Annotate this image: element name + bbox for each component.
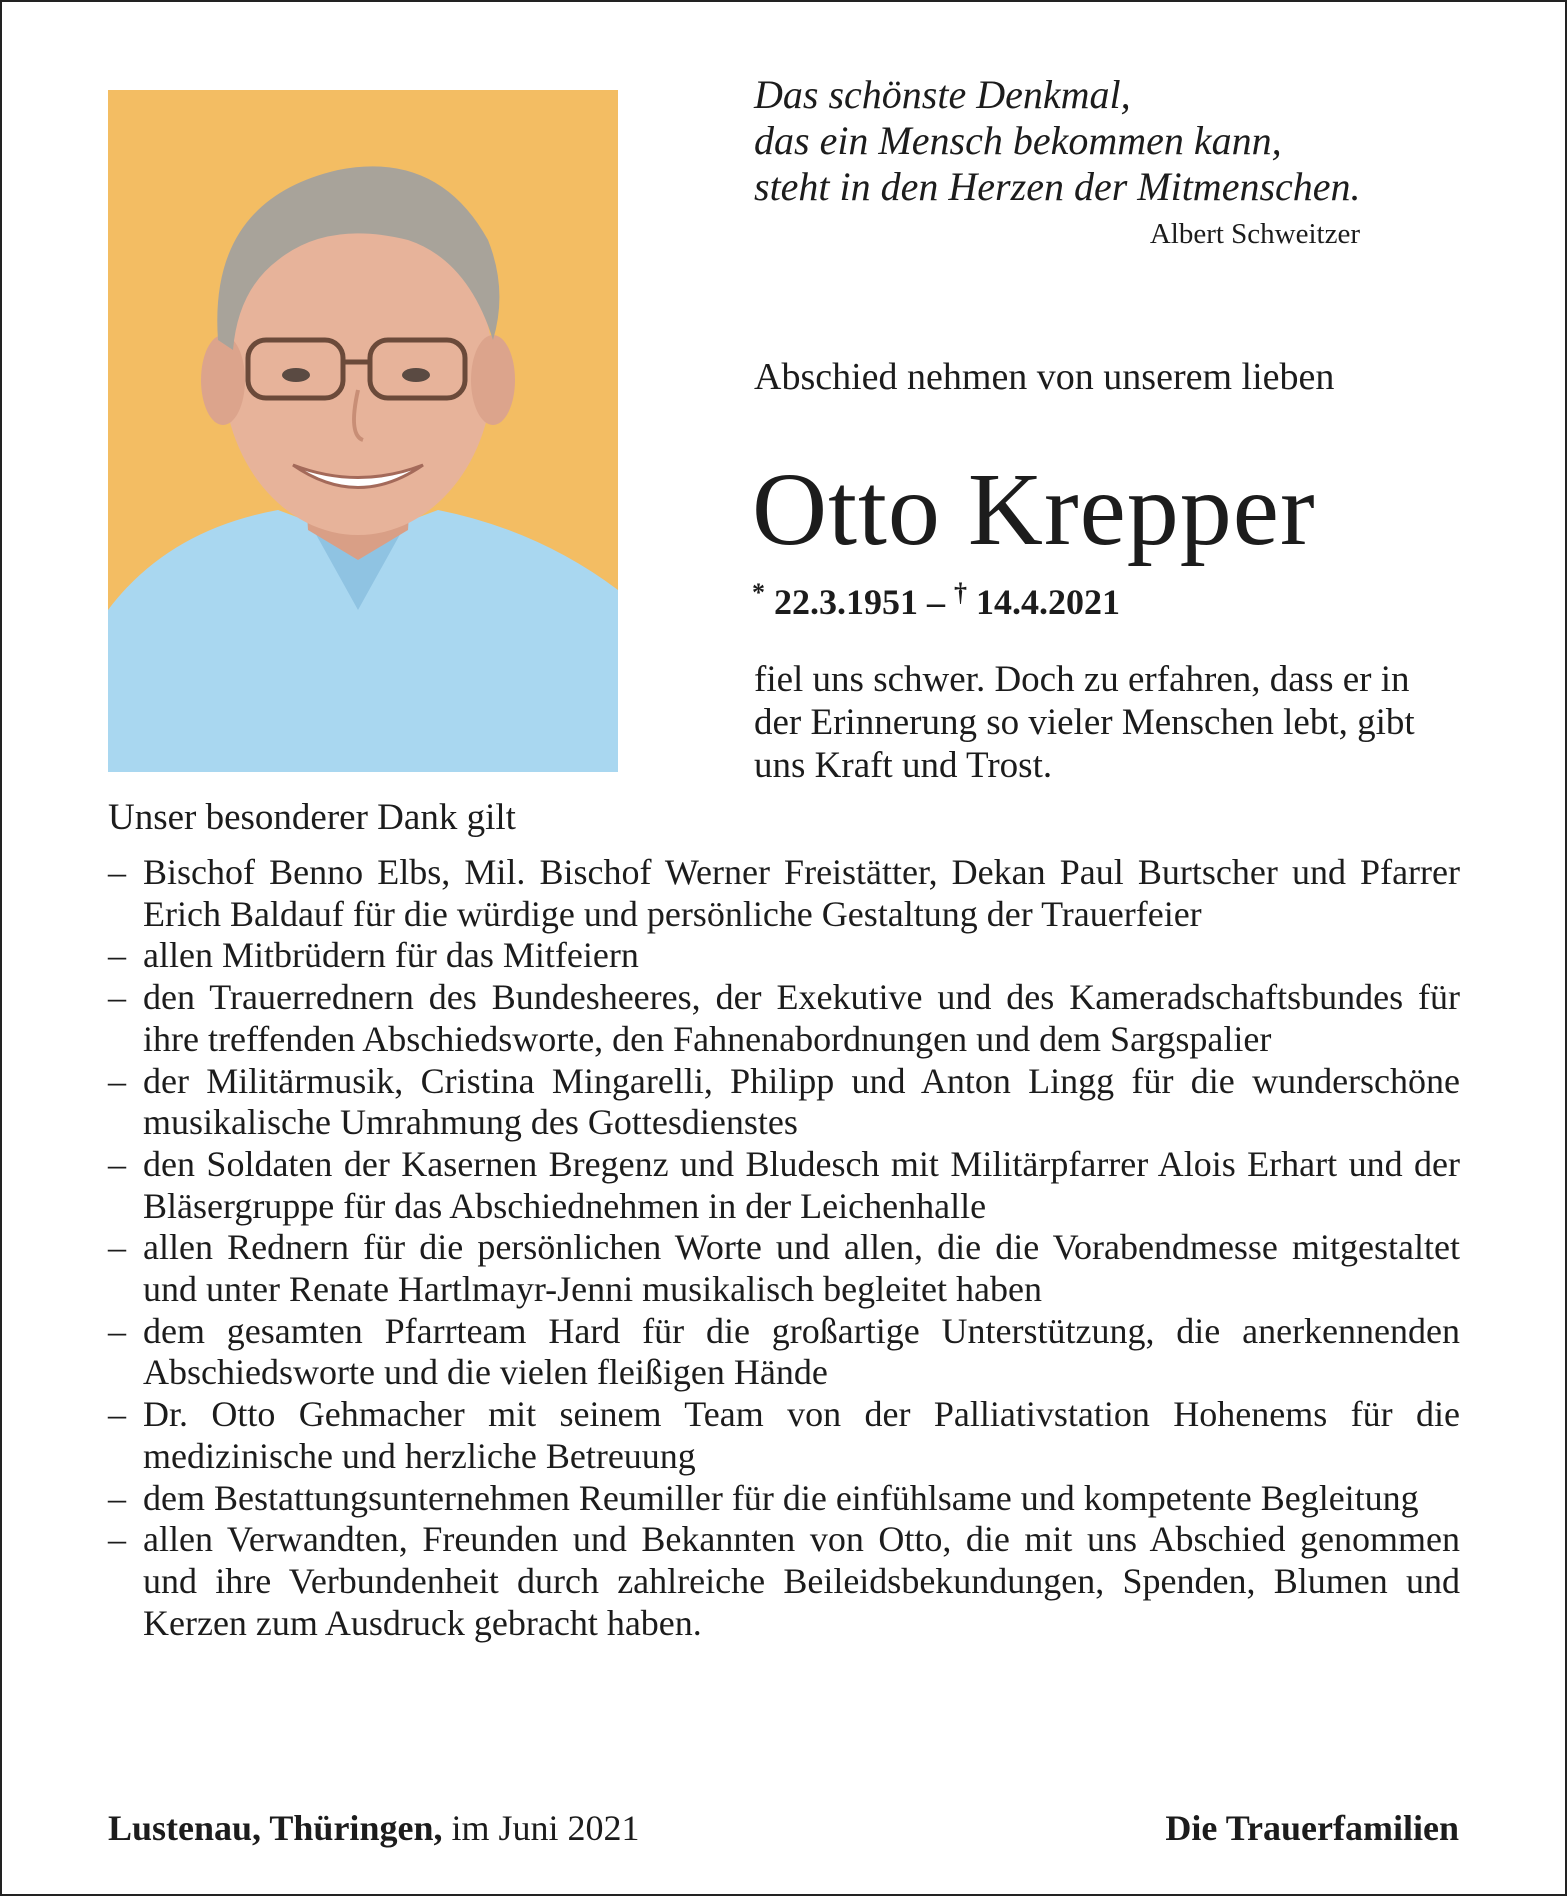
death-symbol: † [954,578,967,607]
dash-bullet: – [108,852,126,892]
dash-bullet: – [108,935,126,976]
thanks-item [108,1519,1460,1644]
thanks-item-text: allen Rednern für die persönlichen Worte und allen, die die Vorabendmesse mitgestaltet und unter Renate Hartlmayr-Jenni musikalisch begleitet haben [143,1227,1460,1310]
thanks-item-text: Bischof Benno Elbs, Mil. Bischof Werner Freistätter, Dekan Paul Burtscher und Pfarrer Erich Baldauf für die würdige und persönliche Gestaltung der Trauerfeier [143,852,1460,934]
thanks-item [108,1311,1460,1394]
thanks-item [108,1227,1460,1310]
thanks-item [108,935,1460,977]
life-dates [752,578,1120,623]
dash-bullet: – [108,1227,126,1268]
thanks-item [108,1394,1460,1477]
dash-bullet: – [108,1394,126,1435]
farewell-line: Abschied nehmen von unserem lieben [754,356,1335,398]
notice-date: im Juni 2021 [451,1808,640,1848]
portrait-photo [108,90,618,772]
thanks-item-text: der Militärmusik, Cristina Mingarelli, Philipp und Anton Lingg für die wunderschöne musikalische Umrahmung des Gottesdienstes [143,1060,1460,1143]
quote [754,72,1394,210]
thanks-item-text: Dr. Otto Gehmacher mit seinem Team von der Palliativstation Hohenems für die medizinische und herzliche Betreuung [143,1394,1460,1476]
dash-bullet: – [108,977,126,1018]
thanks-item [108,852,1460,935]
thanks-item-text: allen Mitbrüdern für das Mitfeiern [143,935,639,976]
lead-text: fiel uns schwer. Doch zu erfahren, dass er in der Erinnerung so vieler Menschen lebt, gibt uns Kraft und Trost. [754,659,1415,786]
thanks-item [108,977,1460,1060]
quote-line: Das schönste Denkmal, [754,72,1131,117]
place: Lustenau, Thüringen, [108,1808,443,1848]
dash-bullet: – [108,1477,126,1518]
portrait-illustration [108,90,618,772]
deceased-name: Otto Krepper [752,452,1316,567]
dash-bullet: – [108,1060,126,1101]
death-date: 14.4.2021 [976,582,1120,622]
date-separator: – [918,582,954,622]
birth-date: 22.3.1951 [774,582,918,622]
dash-bullet: – [108,1519,126,1560]
signature: Die Trauerfamilien [1165,1808,1459,1848]
thanks-item [108,1061,1460,1144]
quote-line: steht in den Herzen der Mitmenschen. [754,164,1361,209]
thanks-list [108,852,1460,1644]
thanks-item [108,1478,1460,1520]
thanks-item-text: allen Verwandten, Freunden und Bekannten von Otto, die mit uns Abschied genommen und ihre Verbundenheit durch zahlreiche Beileidsbekundungen, Spenden, Blumen und Kerzen zum Ausdruck gebracht haben. [143,1519,1460,1643]
dash-bullet: – [108,1143,126,1184]
dash-bullet: – [108,1310,126,1351]
thanks-item-text: dem Bestattungsunternehmen Reumiller für die einfühlsame und kompetente Begleitung [143,1477,1419,1518]
quote-author: Albert Schweitzer [1149,218,1360,250]
thanks-item-text: dem gesamten Pfarrteam Hard für die großartige Unterstützung, die anerkennenden Abschiedsworte und die vielen fleißigen Hände [143,1310,1460,1393]
thanks-item [108,1144,1460,1227]
quote-line: das ein Mensch bekommen kann, [754,118,1282,163]
thanks-heading: Unser besonderer Dank gilt [108,797,516,838]
thanks-item-text: den Soldaten der Kasernen Bregenz und Bludesch mit Militärpfarrer Alois Erhart und der Bläsergruppe für das Abschiednehmen in der Leichenhalle [143,1143,1460,1226]
thanks-item-text: den Trauerrednern des Bundesheeres, der Exekutive und des Kameradschaftsbundes für ihre treffenden Abschiedsworte, den Fahnenabordnungen und dem Sargspalier [143,977,1460,1059]
birth-symbol: * [752,578,765,607]
place-and-date [108,1807,639,1849]
